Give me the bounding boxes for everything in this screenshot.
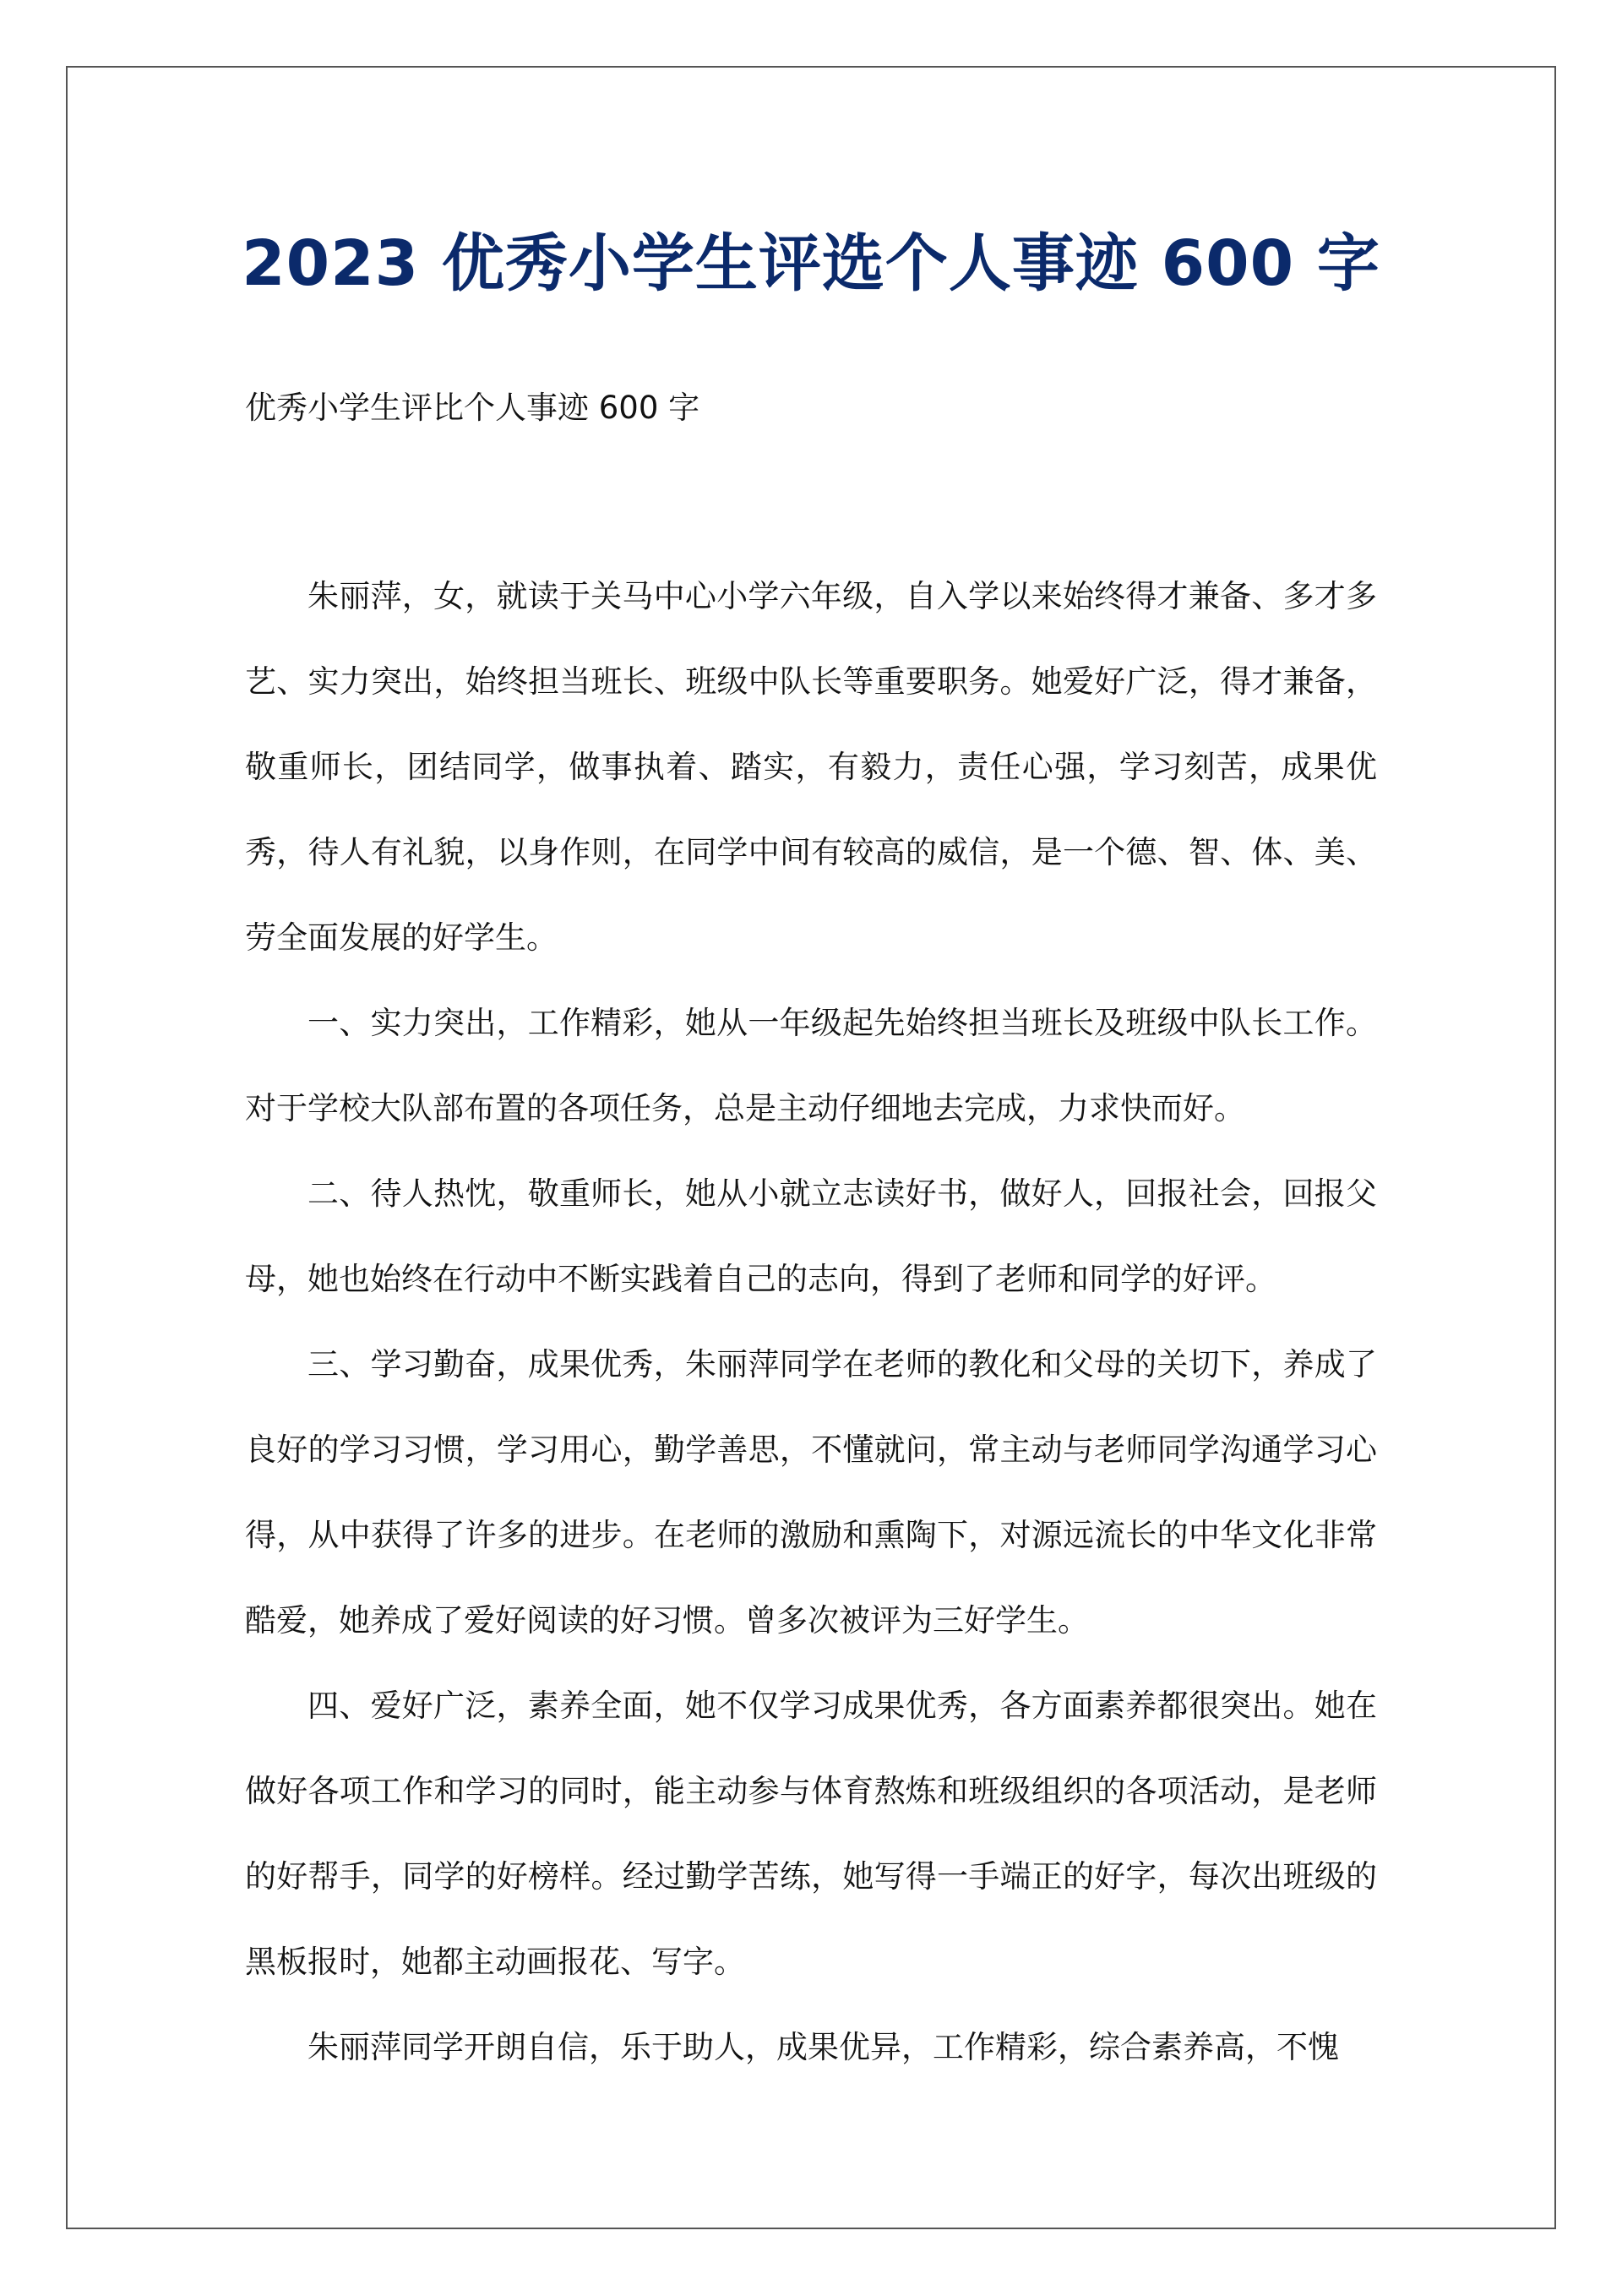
document-body (245, 554, 1377, 2090)
document-title: 2023 优秀小学生评选个人事迹 600 字 (242, 227, 1380, 300)
paragraph-section-1: 一、实力突出，工作精彩，她从一年级起先始终担当班长及班级中队长工作。对于学校大队部布置的各项任务，总是主动仔细地去完成，力求快而好。 (245, 1005, 1377, 1126)
paragraph-section-4: 四、爱好广泛，素养全面，她不仅学习成果优秀，各方面素养都很突出。她在做好各项工作和学习的同时，能主动参与体育熬炼和班级组织的各项活动，是老师的好帮手，同学的好榜样。经过勤学苦练，她写得一手端正的好字，每次出班级的黑板报时，她都主动画报花、写字。 (245, 1688, 1377, 1980)
paragraph-conclusion: 朱丽萍同学开朗自信，乐于助人，成果优异，工作精彩，综合素养高，不愧 (308, 2029, 1339, 2065)
paragraph-section-3: 三、学习勤奋，成果优秀，朱丽萍同学在老师的教化和父母的关切下，养成了良好的学习习惯，学习用心，勤学善思，不懂就问，常主动与老师同学沟通学习心得，从中获得了许多的进步。在老师的激励和熏陶下，对源远流长的中华文化非常酷爱，她养成了爱好阅读的好习惯。曾多次被评为三好学生。 (245, 1346, 1377, 1639)
paragraph-intro: 朱丽萍，女，就读于关马中心小学六年级，自入学以来始终得才兼备、多才多艺、实力突出，始终担当班长、班级中队长等重要职务。她爱好广泛，得才兼备，敬重师长，团结同学，做事执着、踏实，有毅力，责任心强，学习刻苦，成果优秀，待人有礼貌，以身作则，在同学中间有较高的威信，是一个德、智、体、美、劳全面发展的好学生。 (245, 578, 1377, 956)
paragraph-section-2: 二、待人热忱，敬重师长，她从小就立志读好书，做好人，回报社会，回报父母，她也始终在行动中不断实践着自己的志向，得到了老师和同学的好评。 (245, 1175, 1377, 1297)
document-subtitle: 优秀小学生评比个人事迹 600 字 (245, 390, 700, 426)
